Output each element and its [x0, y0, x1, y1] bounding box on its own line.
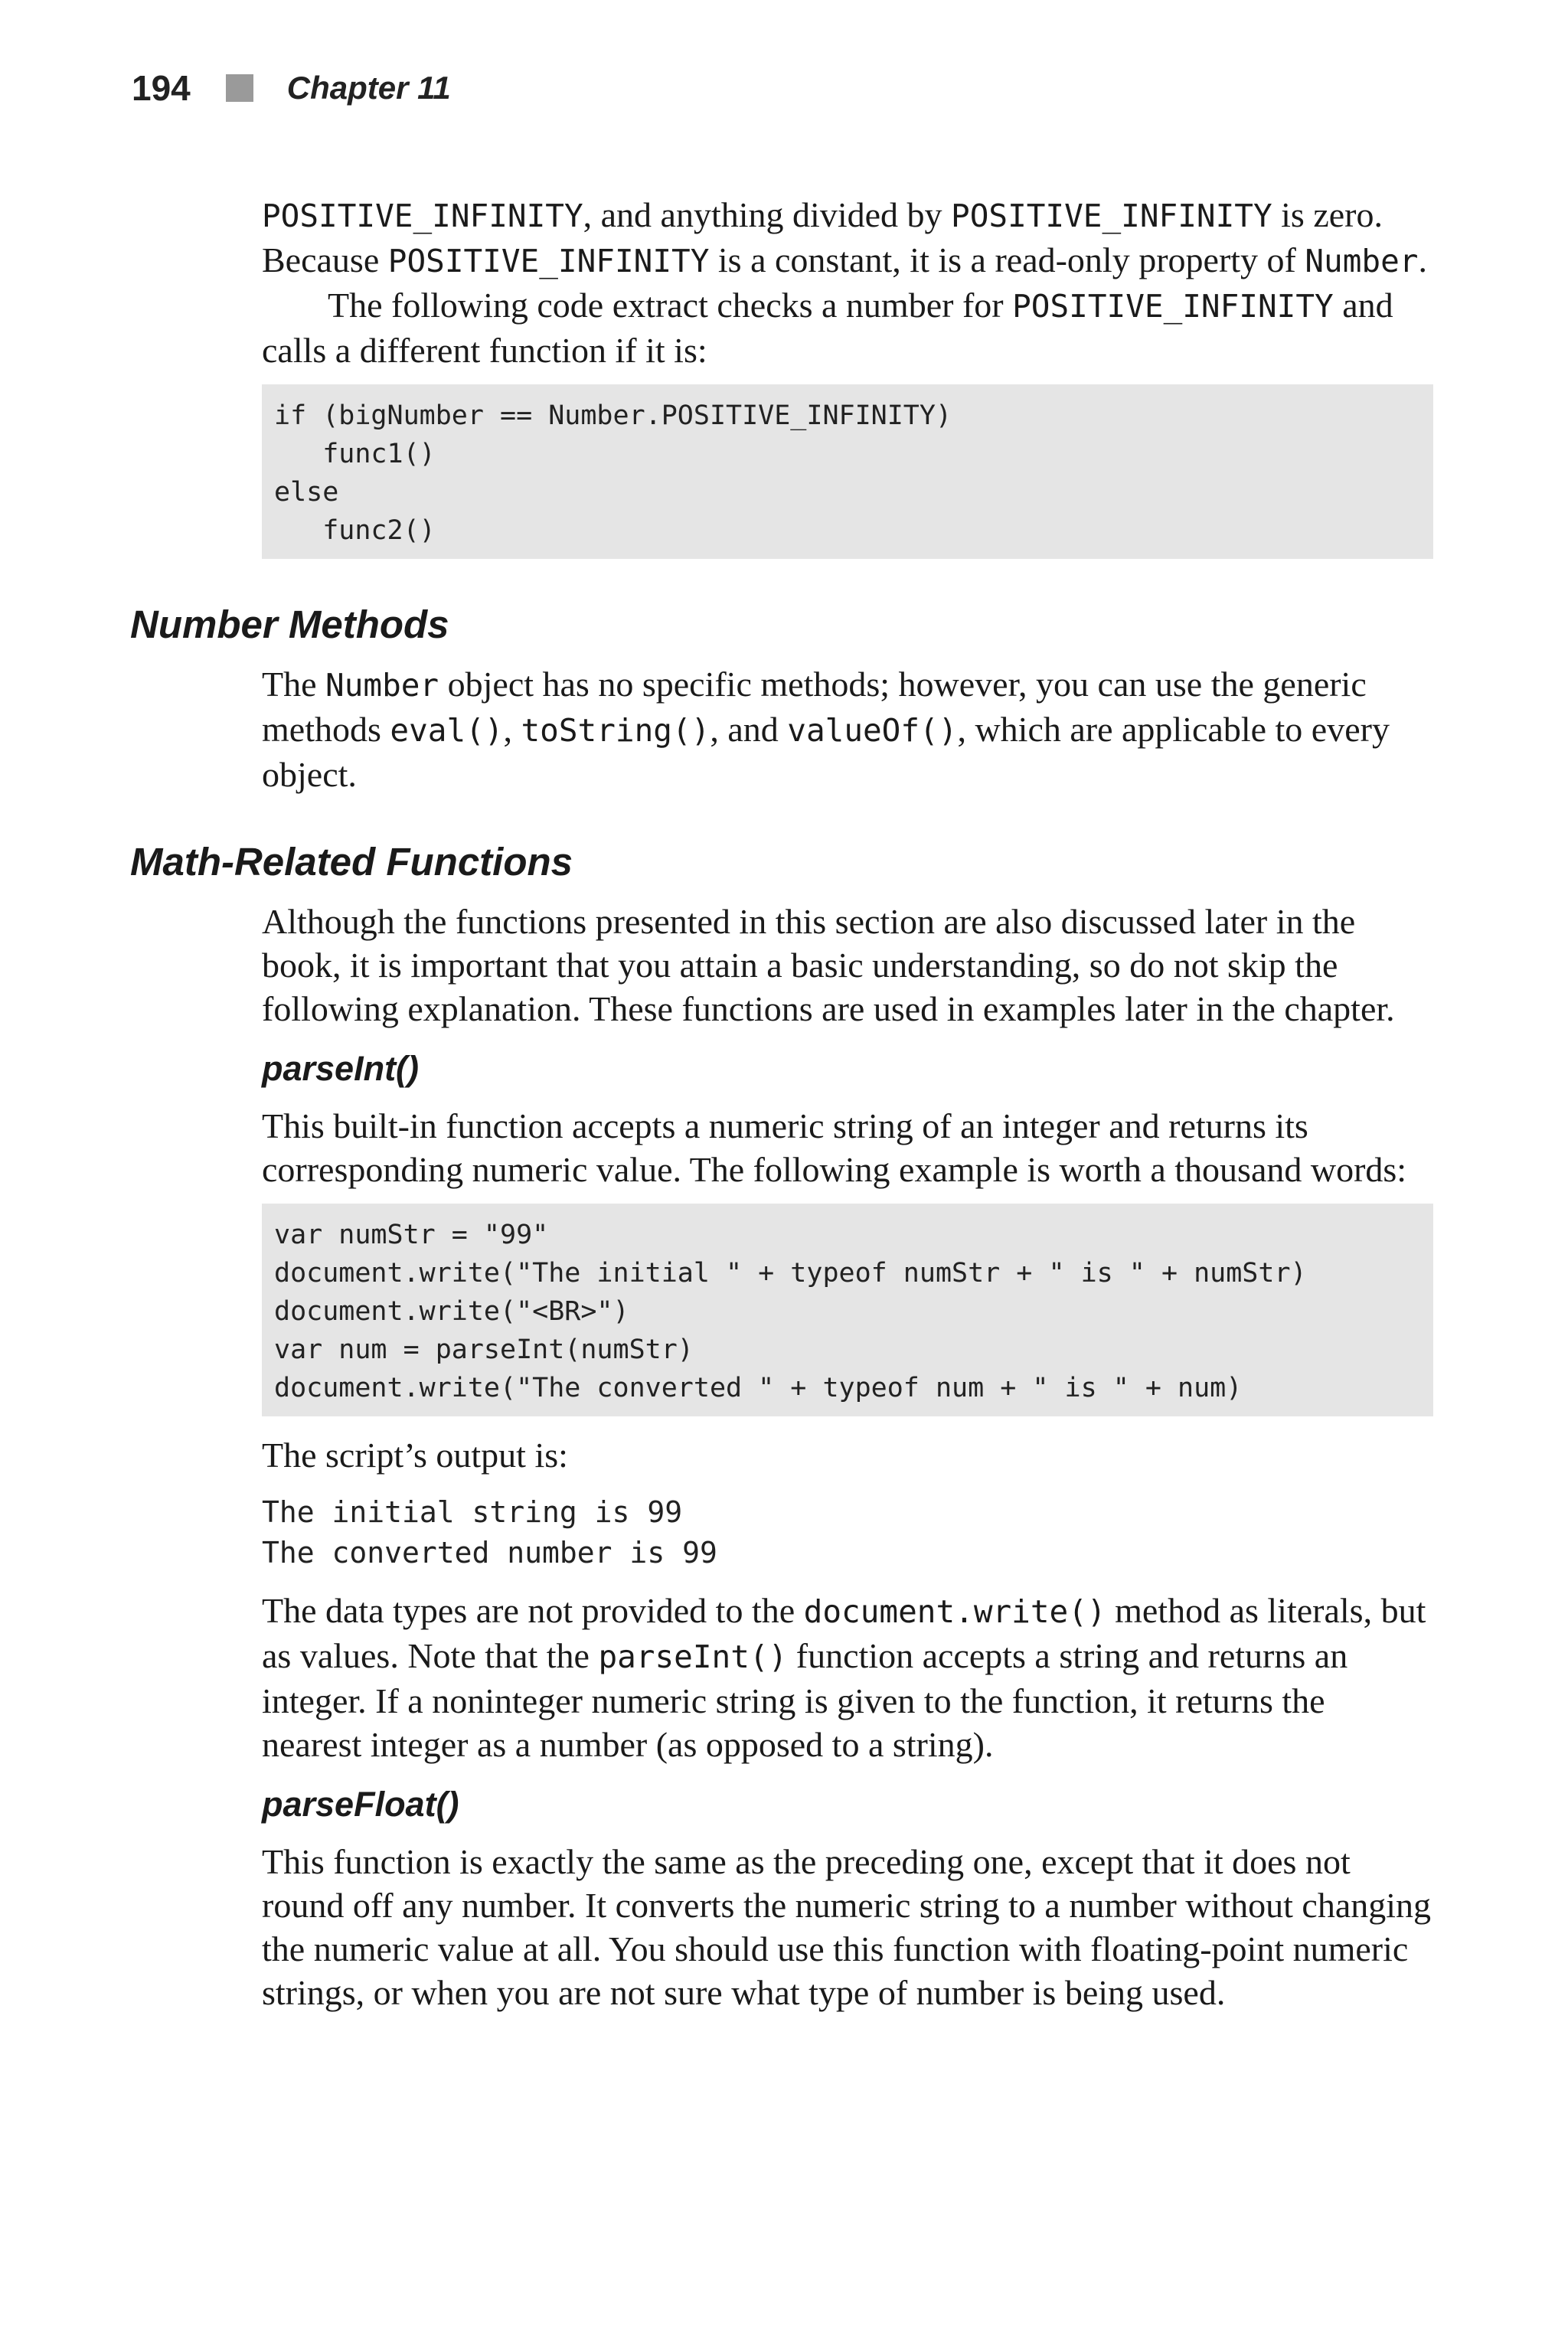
inline-code: POSITIVE_INFINITY: [387, 243, 710, 279]
paragraph: [262, 1104, 1433, 1191]
text-run: Although the functions presented in this section are also discussed later in the book, it is important that you attain a basic understanding, so do not skip the following explanation. These functions are used in examples later in the chapter.: [262, 902, 1395, 1028]
subsection-heading: parseFloat(): [262, 1785, 459, 1824]
text-run: is zero. Because: [262, 195, 1383, 279]
code-block: [262, 1204, 1433, 1416]
code-line: func2(): [274, 515, 436, 546]
code-line: document.write("<BR>"): [274, 1296, 629, 1327]
text-run: is a constant, it is a read-only property of: [709, 240, 1305, 279]
inline-code: valueOf(): [787, 712, 958, 749]
text-run: function accepts a string and returns an integer. If a noninteger numeric string is given to the function, it returns the nearest integer as a number (as opposed to a string).: [262, 1636, 1348, 1764]
code-block: [262, 384, 1433, 559]
section-heading: Math-Related Functions: [130, 840, 573, 884]
text-run: , which are applicable to every object.: [262, 710, 1390, 794]
code-line: document.write("The initial " + typeof numStr + " is " + numStr): [274, 1258, 1307, 1289]
text-run: .: [1418, 240, 1427, 279]
code-line: var num = parseInt(numStr): [274, 1334, 694, 1365]
inline-code: POSITIVE_INFINITY: [951, 198, 1272, 234]
code-line: The converted number is 99: [262, 1536, 717, 1570]
text-run: and calls a different function if it is:: [262, 286, 1393, 370]
inline-code: document.write(): [803, 1593, 1106, 1630]
page-content: [130, 193, 1433, 2014]
code-line: var numStr = "99": [274, 1220, 549, 1250]
text-run: The: [262, 665, 326, 704]
inline-code: POSITIVE_INFINITY: [1012, 288, 1334, 325]
subsection-heading: parseInt(): [262, 1049, 420, 1088]
text-run: , and anything divided by: [583, 195, 952, 234]
code-line: func1(): [274, 439, 436, 469]
code-line: if (bigNumber == Number.POSITIVE_INFINITY): [274, 400, 952, 431]
text-run: The following code extract checks a number for: [328, 286, 1013, 325]
section-heading: Number Methods: [130, 603, 449, 646]
paragraph: [262, 283, 1433, 372]
inline-code: Number: [1305, 243, 1419, 279]
paragraph: [262, 1433, 1433, 1477]
text-run: ,: [503, 710, 521, 749]
inline-code: Number: [325, 667, 439, 704]
inline-code: POSITIVE_INFINITY: [262, 198, 583, 234]
chapter-label: Chapter 11: [286, 70, 451, 106]
text-run: This function is exactly the same as the preceding one, except that it does not round off any number. It converts the numeric string to a number without changing the numeric value at all. You should use this function with floating-point numeric strings, or when you are not sure what type of number is being used.: [262, 1842, 1432, 2012]
text-run: object has no specific methods; however, you can use the generic methods: [262, 665, 1367, 749]
paragraph: [262, 1589, 1433, 1766]
code-line: document.write("The converted " + typeof num + " is " + num): [274, 1373, 1243, 1403]
text-run: The data types are not provided to the: [262, 1591, 804, 1630]
output-block: [262, 1492, 1433, 1573]
text-run: , and: [710, 710, 788, 749]
page-number: 194: [132, 68, 191, 108]
paragraph: [262, 900, 1433, 1031]
paragraph: [262, 193, 1433, 283]
code-line: The initial string is 99: [262, 1495, 683, 1529]
paragraph: [262, 662, 1433, 796]
text-run: This built-in function accepts a numeric string of an integer and returns its corresponding numeric value. The following example is worth a thousand words:: [262, 1106, 1407, 1189]
code-line: else: [274, 477, 339, 508]
inline-code: parseInt(): [598, 1638, 788, 1675]
running-head: [132, 67, 451, 109]
paragraph: [262, 1840, 1433, 2014]
running-head-square-icon: [226, 74, 253, 102]
text-run: The script’s output is:: [262, 1436, 568, 1475]
inline-code: eval(): [390, 712, 504, 749]
text-run: method as literals, but as values. Note that the: [262, 1591, 1426, 1675]
inline-code: toString(): [521, 712, 710, 749]
